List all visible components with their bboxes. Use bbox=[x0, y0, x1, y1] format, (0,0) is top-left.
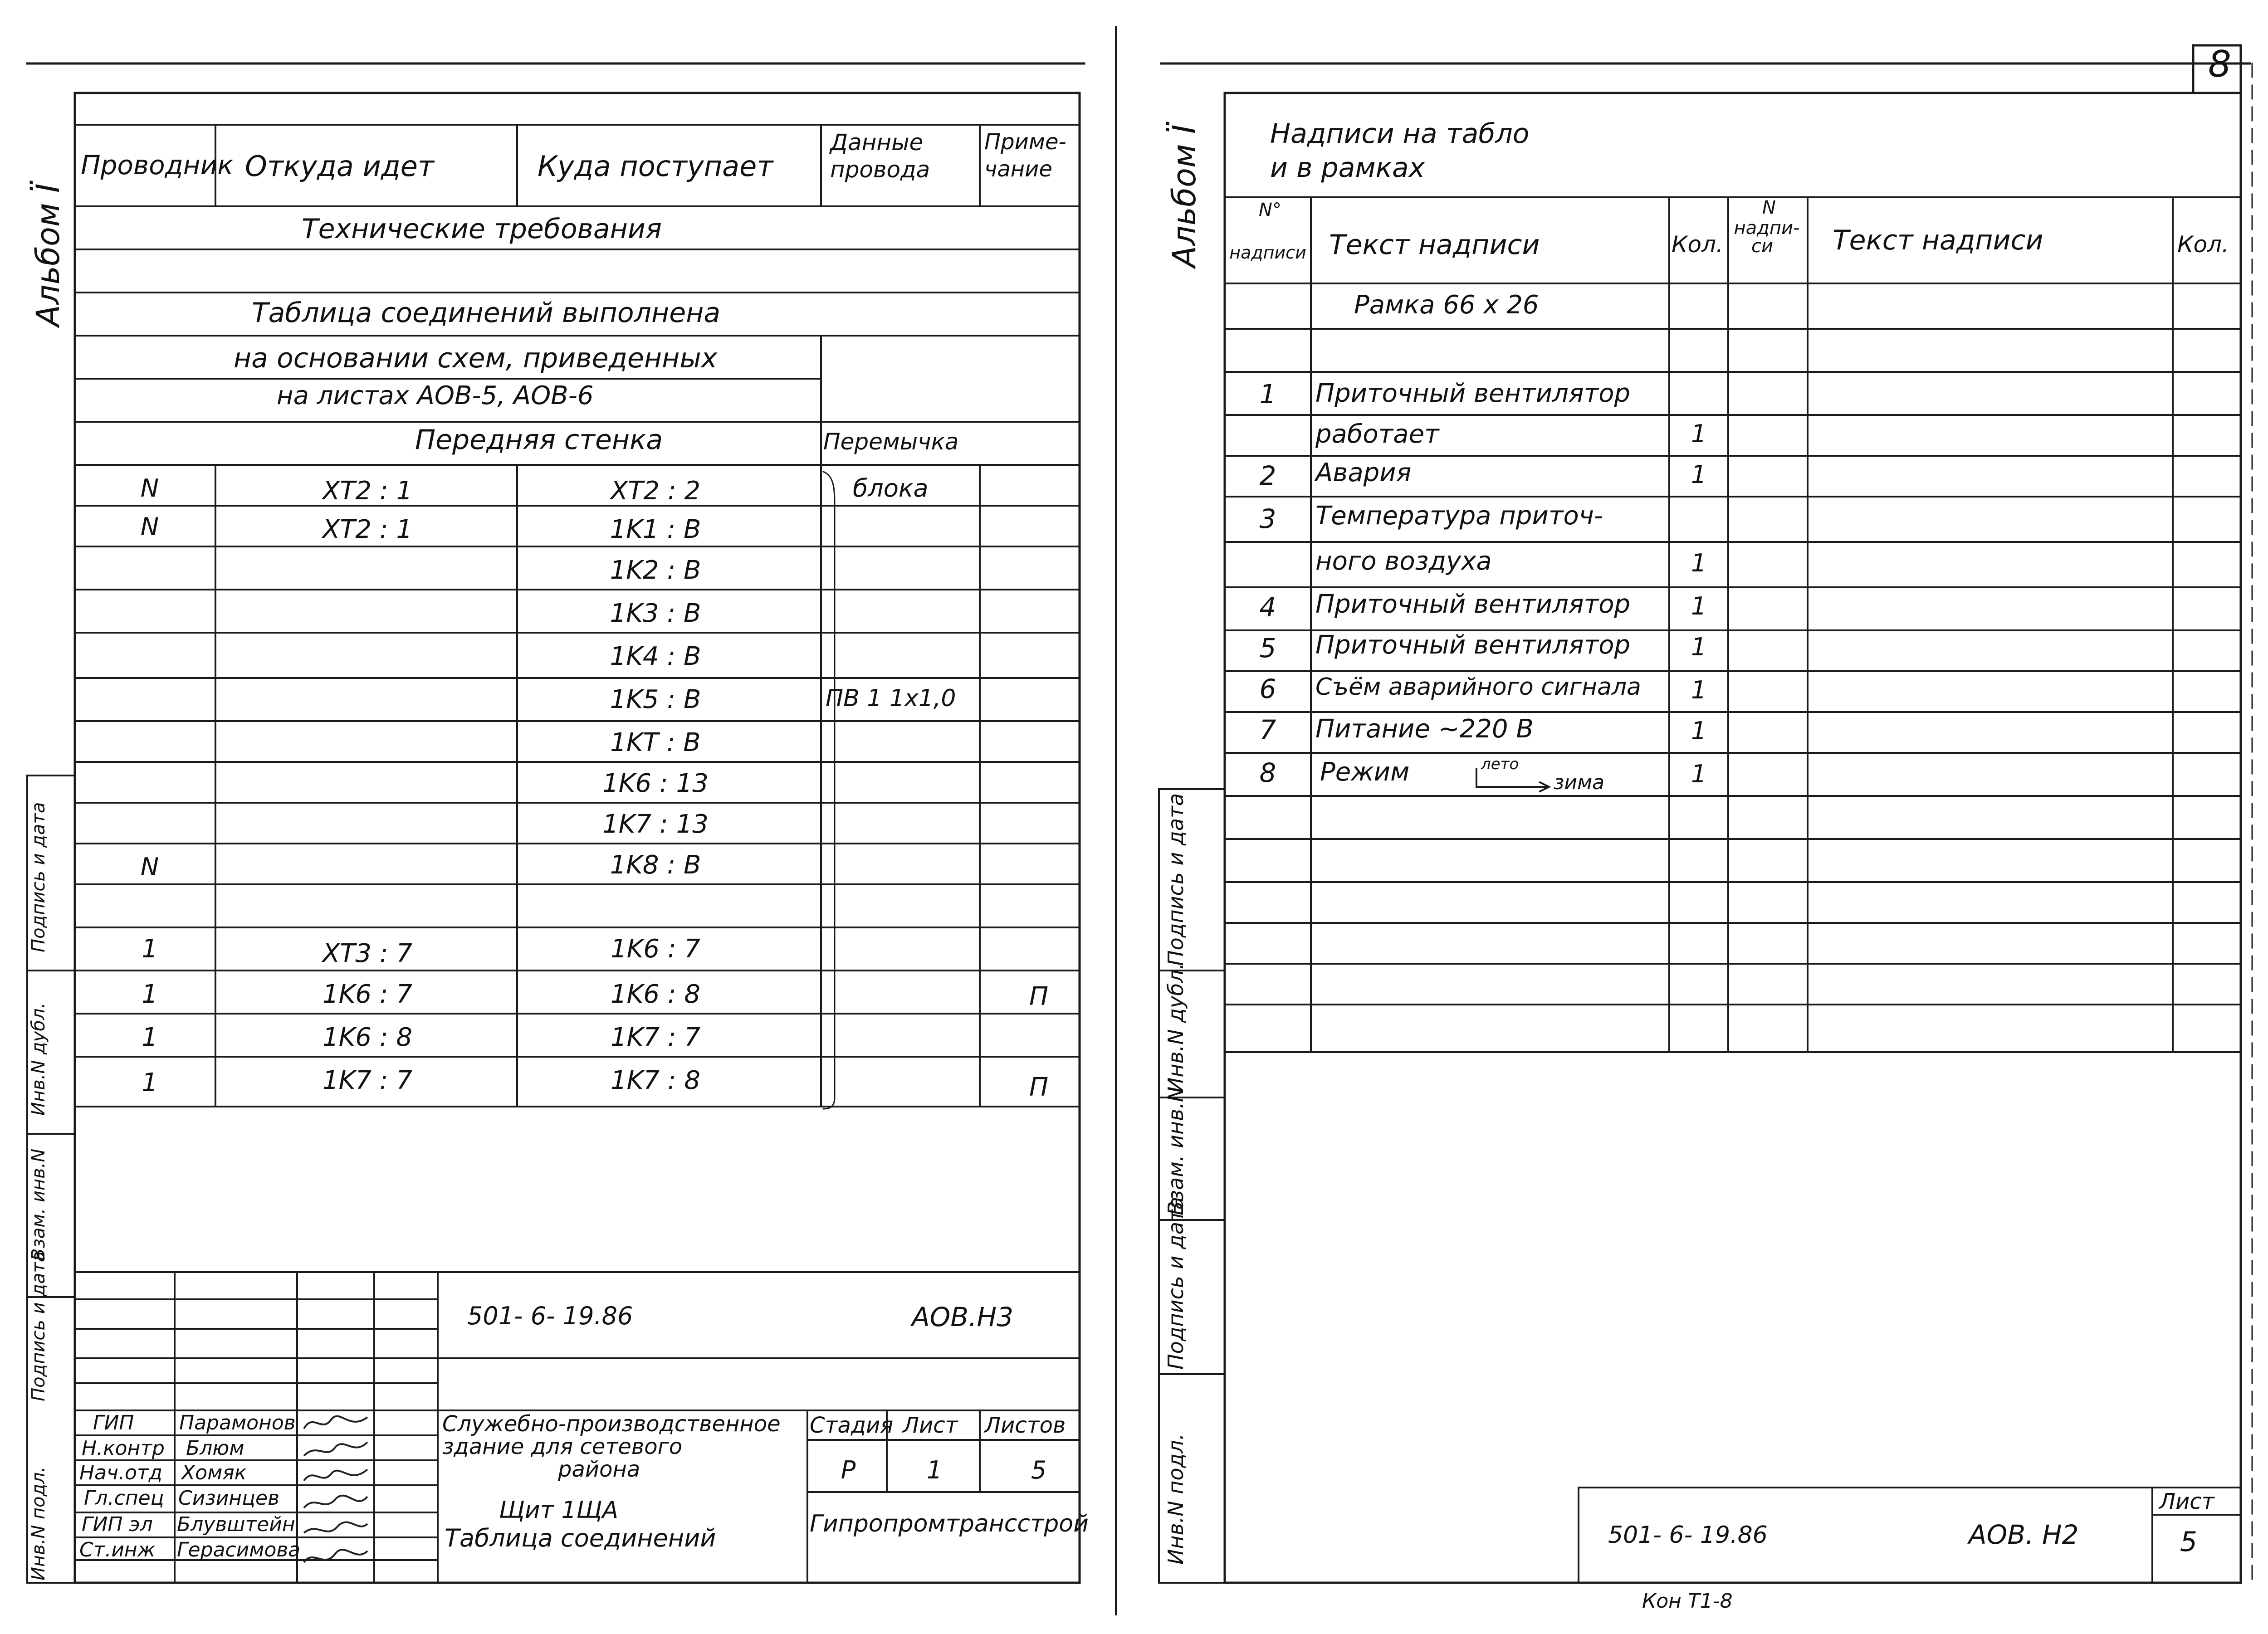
header-qty-2: Кол. bbox=[2177, 231, 2229, 258]
role-n-control: Н.контр bbox=[82, 1437, 165, 1460]
role-senior-eng: Ст.инж bbox=[79, 1538, 156, 1561]
stamp-label-sign-date: Подпись и дата bbox=[28, 1251, 49, 1401]
row-to: XT2 : 2 bbox=[610, 476, 701, 506]
sign-qty: 1 bbox=[1691, 633, 1707, 661]
row-from: 1K6 : 7 bbox=[322, 980, 413, 1009]
row-to: 1K3 : B bbox=[610, 599, 701, 628]
header-to: Куда поступает bbox=[538, 150, 773, 183]
stamp-label-dup-inv-right: Инв.N дубл. bbox=[1163, 963, 1188, 1093]
frame-label: Рамка 66 x 26 bbox=[1354, 290, 1539, 320]
sign-number: 4 bbox=[1259, 592, 1276, 623]
row-note: П bbox=[1029, 1073, 1049, 1102]
row-from: 1K7 : 7 bbox=[322, 1066, 413, 1095]
sign-text: Съём аварийного сигнала bbox=[1315, 673, 1641, 701]
row-to: 1K1 : B bbox=[610, 515, 701, 544]
signs-title-1: Надписи на табло bbox=[1270, 118, 1530, 150]
row-to: 1K4 : B bbox=[610, 642, 701, 671]
stamp-label-inv-orig: Инв.N подл. bbox=[28, 1466, 49, 1580]
sign-number: 1 bbox=[1259, 379, 1276, 410]
stamp-label-sign-date-right-2: Подпись и дата bbox=[1163, 793, 1188, 966]
text-line-3: на листах АОВ-5, АОВ-6 bbox=[277, 381, 594, 410]
wire-data-value: ПВ 1 1x1,0 bbox=[826, 685, 956, 712]
signatures-image bbox=[299, 1410, 372, 1583]
sign-qty: 1 bbox=[1691, 760, 1707, 788]
sign-qty: 1 bbox=[1691, 549, 1707, 577]
role-dept-head: Нач.отд bbox=[79, 1461, 163, 1484]
header-conductor: Проводник bbox=[81, 150, 234, 180]
stamp-label-replace-inv: Взам. инв.N bbox=[28, 1148, 49, 1261]
sign-text: Приточный вентилятор bbox=[1315, 630, 1631, 660]
row-conductor: 1 bbox=[142, 1068, 158, 1097]
name-paramonov: Парамонов bbox=[179, 1411, 296, 1434]
sign-number: 6 bbox=[1259, 673, 1276, 704]
sign-text: работает bbox=[1315, 419, 1439, 449]
header-n-3: си bbox=[1751, 236, 1773, 257]
stamp-label-dup-inv: Инв.N дубл. bbox=[28, 1002, 49, 1116]
sign-qty: 1 bbox=[1691, 717, 1707, 745]
sign-number: 2 bbox=[1259, 460, 1276, 491]
sheet-number: 8 bbox=[2208, 43, 2231, 85]
signs-title-2: и в рамках bbox=[1270, 152, 1425, 184]
right-title-block-code: 501- 6- 19.86 bbox=[1608, 1522, 1768, 1549]
organization: Гипропромтрансстрой bbox=[810, 1510, 1089, 1537]
sign-text: ного воздуха bbox=[1315, 546, 1492, 576]
sheet-value: 1 bbox=[926, 1456, 943, 1484]
header-from: Откуда идет bbox=[245, 150, 435, 183]
row-note: П bbox=[1029, 982, 1049, 1011]
stage-label: Стадия bbox=[810, 1413, 894, 1438]
row-to: 1K6 : 13 bbox=[602, 769, 709, 798]
section-title: Технические требования bbox=[302, 213, 662, 245]
album-label-left: Альбом Ї bbox=[29, 183, 67, 327]
row-conductor: N bbox=[140, 853, 159, 881]
sign-number: 5 bbox=[1259, 633, 1276, 663]
stamp-label-sign-date-right: Подпись и дата bbox=[1163, 1196, 1188, 1370]
name-khomyak: Хомяк bbox=[181, 1461, 247, 1484]
sign-text: Приточный вентилятор bbox=[1315, 590, 1631, 619]
role-chief-spec: Гл.спец bbox=[84, 1487, 164, 1510]
row-from: 1K6 : 8 bbox=[322, 1023, 413, 1052]
sign-text: Приточный вентилятор bbox=[1315, 379, 1631, 408]
row-conductor: 1 bbox=[142, 1023, 158, 1052]
header-qty-1: Кол. bbox=[1672, 231, 1723, 258]
row-to: 1K8 : B bbox=[610, 850, 701, 880]
role-gip: ГИП bbox=[93, 1411, 134, 1434]
row-to: 1K7 : 8 bbox=[610, 1066, 701, 1095]
sign-qty: 1 bbox=[1691, 676, 1707, 704]
right-sheet-label: Лист bbox=[2159, 1489, 2214, 1514]
row-to: 1K2 : B bbox=[610, 556, 701, 585]
title-block-code: 501- 6- 19.86 bbox=[467, 1302, 633, 1330]
sign-text: Режим bbox=[1320, 757, 1410, 787]
front-wall-label: Передняя стенка bbox=[415, 424, 663, 456]
row-from: XT3 : 7 bbox=[322, 939, 413, 968]
header-wire-data-2: провода bbox=[830, 156, 930, 183]
building-line-1: Служебно-производственное bbox=[442, 1411, 781, 1437]
sheet-label: Лист bbox=[903, 1413, 958, 1438]
sheets-label: Листов bbox=[984, 1413, 1066, 1438]
header-sign-text-2: Текст надписи bbox=[1833, 224, 2043, 256]
row-from: XT2 : 1 bbox=[322, 515, 413, 544]
title-block-doc-code: АОВ.Н3 bbox=[912, 1302, 1014, 1332]
row-conductor: 1 bbox=[142, 980, 158, 1009]
footer-note: Кон Т1-8 bbox=[1642, 1590, 1733, 1613]
row-to: 1K6 : 8 bbox=[610, 980, 701, 1009]
sign-qty: 1 bbox=[1691, 460, 1707, 489]
right-title-block-doc-code: АОВ. Н2 bbox=[1969, 1519, 2079, 1550]
row-to: 1K6 : 7 bbox=[610, 934, 701, 964]
sign-number: 8 bbox=[1259, 757, 1276, 788]
text-line-1: Таблица соединений выполнена bbox=[252, 297, 721, 329]
jumper-label: Перемычка bbox=[823, 429, 959, 455]
sign-text: Температура приточ- bbox=[1315, 501, 1603, 531]
mode-summer: лето bbox=[1481, 755, 1519, 773]
building-line-3: района bbox=[558, 1457, 640, 1482]
header-sign-no-2: надписи bbox=[1229, 243, 1306, 263]
header-sign-text-1: Текст надписи bbox=[1329, 229, 1540, 261]
sign-number: 3 bbox=[1259, 503, 1276, 534]
name-gerasimova: Герасимова bbox=[177, 1538, 301, 1561]
text-line-2: на основании схем, приведенных bbox=[234, 342, 718, 374]
sign-text: Питание ~220 В bbox=[1315, 714, 1534, 744]
header-note-2: чание bbox=[984, 156, 1052, 182]
sign-number: 7 bbox=[1259, 714, 1276, 745]
row-conductor: 1 bbox=[142, 934, 158, 964]
row-to: 1KT : B bbox=[610, 728, 701, 757]
header-note-1: Приме- bbox=[984, 129, 1066, 155]
sign-qty: 1 bbox=[1691, 592, 1707, 620]
right-sheet-value: 5 bbox=[2180, 1526, 2198, 1558]
album-label-right: Альбом Ї bbox=[1166, 124, 1203, 268]
header-wire-data-1: Данные bbox=[830, 129, 924, 156]
sign-text: Авария bbox=[1315, 458, 1412, 488]
header-n-1: N bbox=[1762, 197, 1776, 218]
mode-winter: зима bbox=[1554, 771, 1605, 794]
row-to: 1K7 : 13 bbox=[602, 810, 709, 839]
sheets-value: 5 bbox=[1031, 1456, 1047, 1484]
stamp-label-replace-inv-right: Взам. инв.N bbox=[1163, 1086, 1188, 1215]
role-gip-el: ГИП эл bbox=[82, 1513, 153, 1536]
row-from: XT2 : 1 bbox=[322, 476, 413, 506]
row-conductor: N bbox=[140, 512, 159, 541]
stage-value: Р bbox=[841, 1456, 856, 1484]
name-sizintsev: Сизинцев bbox=[178, 1487, 280, 1510]
header-sign-no-1: N° bbox=[1259, 200, 1281, 220]
table-name: Таблица соединений bbox=[445, 1524, 716, 1552]
row-to: 1K7 : 7 bbox=[610, 1023, 701, 1052]
building-line-2: здание для сетевого bbox=[442, 1434, 683, 1459]
stamp-label-inv-orig-right: Инв.N подл. bbox=[1163, 1433, 1188, 1565]
row-to: 1K5 : B bbox=[610, 685, 701, 714]
block-label: блока bbox=[853, 474, 929, 502]
panel-name: Щит 1ЩА bbox=[499, 1497, 619, 1524]
name-blum: Блюм bbox=[186, 1437, 244, 1460]
header-n-2: надпи- bbox=[1734, 218, 1800, 239]
stamp-label-sign-date-2: Подпись и дата bbox=[28, 802, 49, 952]
row-conductor: N bbox=[140, 474, 159, 502]
sign-qty: 1 bbox=[1691, 419, 1707, 448]
name-bluvshtein: Блувштейн bbox=[177, 1513, 295, 1536]
